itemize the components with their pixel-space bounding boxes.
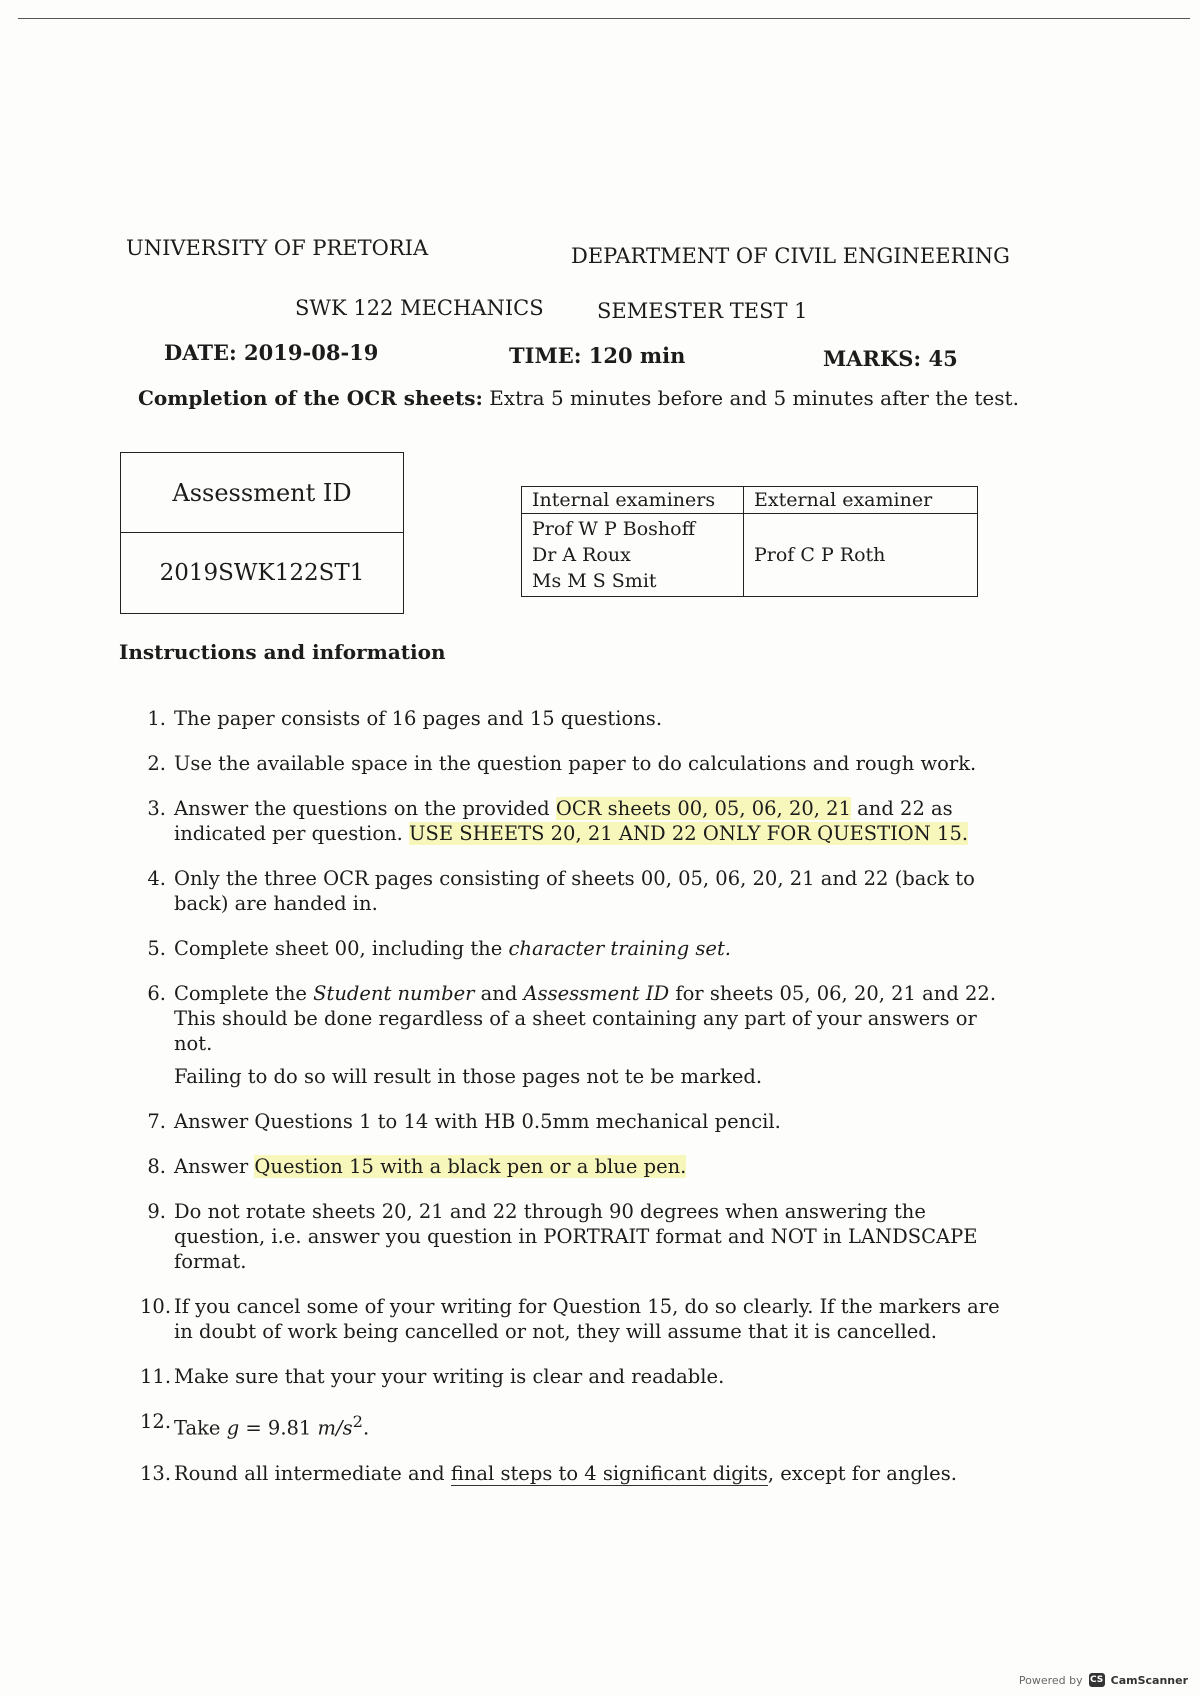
handwritten-underline-text: final steps to 4 significant digits xyxy=(450,1461,768,1485)
instruction-item: 7. Answer Questions 1 to 14 with HB 0.5mm mechanical pencil. xyxy=(147,1110,781,1133)
assessment-id-box xyxy=(120,452,404,614)
camscanner-logo-icon: CS xyxy=(1089,1675,1104,1685)
powered-by-text: Powered by xyxy=(1018,1673,1083,1687)
internal-examiners-header: Internal examiners xyxy=(522,487,744,514)
ocr-text: Extra 5 minutes before and 5 minutes after the test. xyxy=(489,386,1019,410)
assessment-id-label: Assessment ID xyxy=(121,453,403,533)
course-title: SWK 122 MECHANICS xyxy=(295,296,544,320)
highlighted-text: Question 15 with a black pen or a blue pen. xyxy=(254,1155,687,1178)
internal-examiners-list xyxy=(522,514,744,597)
ocr-label: Completion of the OCR sheets: xyxy=(138,386,483,410)
internal-examiner: Prof W P Boshoff xyxy=(532,518,696,540)
highlighted-text: OCR sheets 00, 05, 06, 20, 21 xyxy=(555,797,851,820)
instructions-title: Instructions and information xyxy=(119,640,446,664)
instruction-item: 12. Take g = 9.81 $m/s^2$. xyxy=(140,1410,370,1440)
camscanner-footer xyxy=(1019,1673,1188,1687)
university-name: UNIVERSITY OF PRETORIA xyxy=(126,236,429,260)
instruction-item: 5. Complete sheet 00, including the character training set. xyxy=(147,937,731,960)
highlighted-text: USE SHEETS 20, 21 AND 22 ONLY FOR QUESTION 15. xyxy=(409,822,969,845)
examiners-names-row xyxy=(522,514,978,597)
instruction-item: 1. The paper consists of 16 pages and 15 questions. xyxy=(147,707,663,730)
examiners-header-row xyxy=(522,487,978,514)
external-examiner-header: External examiner xyxy=(744,487,978,514)
instruction-item: 8. Answer Question 15 with a black pen or a blue pen. xyxy=(147,1155,687,1178)
internal-examiner: Dr A Roux xyxy=(532,544,631,566)
test-date: DATE: 2019-08-19 xyxy=(164,340,379,365)
department-name: DEPARTMENT OF CIVIL ENGINEERING xyxy=(571,244,1010,268)
internal-examiner: Ms M S Smit xyxy=(532,570,657,592)
instruction-item: 6. Complete the Student number and Assessment ID for sheets 05, 06, 20, 21 and 22. This should be done regardless of a sheet containing any part of your answers or not. Failing to do so will result in those pages not te be marked. xyxy=(147,982,997,1088)
camscanner-brand: CamScanner xyxy=(1110,1673,1188,1687)
instruction-item: 4. Only the three OCR pages consisting of sheets 00, 05, 06, 20, 21 and 22 (back to back) are handed in. xyxy=(147,867,975,915)
scan-edge-line xyxy=(18,18,1190,19)
instructions-list xyxy=(140,706,1000,1486)
test-time: TIME: 120 min xyxy=(509,343,686,368)
external-examiner-name: Prof C P Roth xyxy=(744,514,978,597)
assessment-id-value: 2019SWK122ST1 xyxy=(159,560,365,586)
instruction-item: 3. Answer the questions on the provided OCR sheets 00, 05, 06, 20, 21 and 22 as indicated per question. USE SHEETS 20, 21 AND 22 ONLY FOR QUESTION 15. xyxy=(147,797,969,845)
instruction-item: 2. Use the available space in the question paper to do calculations and rough work. xyxy=(147,752,977,775)
examiners-table xyxy=(521,486,978,597)
instruction-item: 11. Make sure that your your writing is clear and readable. xyxy=(140,1365,725,1388)
test-marks: MARKS: 45 xyxy=(823,346,958,371)
ocr-completion-line xyxy=(138,386,1019,410)
instruction-item: 13. Round all intermediate and final steps to 4 significant digits, except for angles. xyxy=(140,1461,957,1485)
test-title: SEMESTER TEST 1 xyxy=(597,299,808,323)
instruction-item: 10. If you cancel some of your writing for Question 15, do so clearly. If the markers are in doubt of work being cancelled or not, they will assume that it is cancelled. xyxy=(140,1295,1000,1343)
instruction-item: 9. Do not rotate sheets 20, 21 and 22 through 90 degrees when answering the question, i.e. answer you question in PORTRAIT format and NOT in LANDSCAPE format. xyxy=(147,1200,978,1273)
